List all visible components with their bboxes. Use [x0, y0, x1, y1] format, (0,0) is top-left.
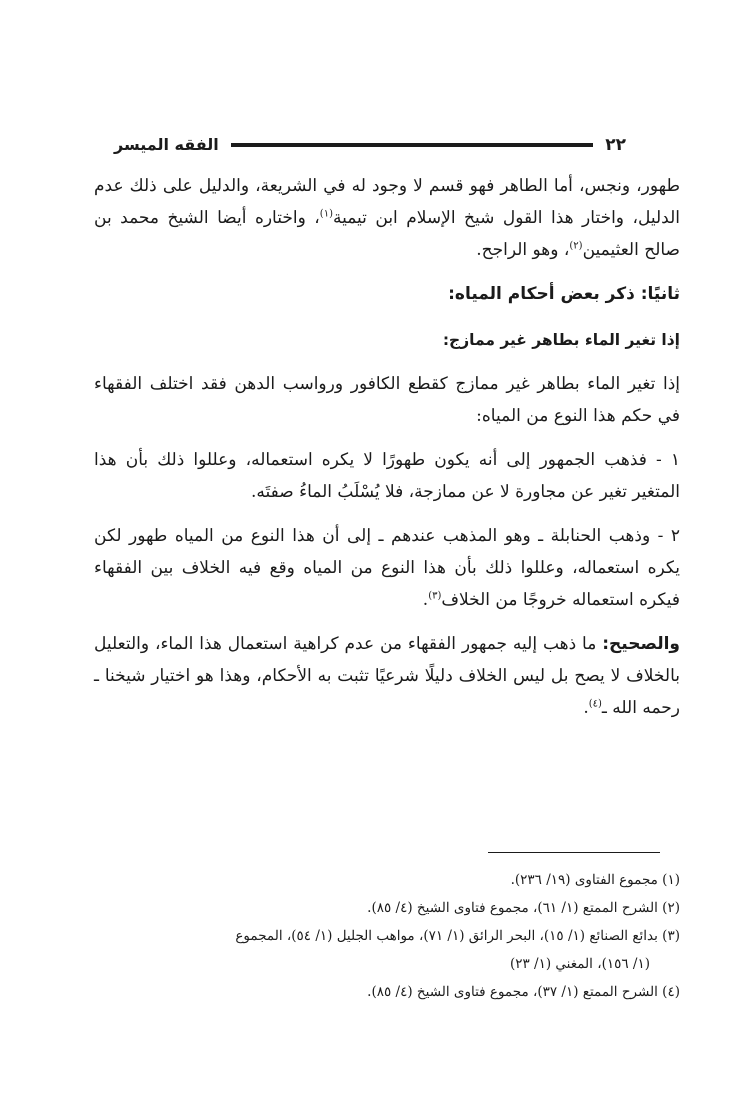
footnote-ref-3[interactable]: (٣)	[428, 590, 442, 602]
paragraph-text: ٢ - وذهب الحنابلة ـ وهو المذهب عندهم ـ إلى أن هذا النوع من المياه طهور لكن يكره استعماله، وعللوا ذلك بأن هذا النوع من المياه وقع فيه الخلاف بين الفقهاء فيكره استعماله خروجًا من الخلاف	[94, 526, 680, 610]
page-body	[94, 170, 680, 724]
book-title: الفقه الميسر	[114, 135, 219, 154]
subsection-heading: إذا تغير الماء بطاهر غير ممازج:	[442, 331, 680, 349]
paragraph-opening	[94, 170, 680, 266]
paragraph-text: .	[422, 590, 429, 610]
footnote-3: (٣) بدائع الصنائع (١/ ١٥)، البحر الرائق (١/ ٧١)، مواهب الجليل (١/ ٥٤)، المجموع	[235, 928, 680, 944]
header-rule	[231, 143, 593, 147]
footnote-divider	[488, 852, 660, 853]
paragraph-text: ، وهو الراجح.	[476, 240, 570, 260]
paragraph-text: ، واختاره أيضا الشيخ محمد بن صالح العثيمين	[94, 208, 680, 260]
running-header	[114, 132, 626, 158]
section-heading: ثانيًا: ذكر بعض أحكام المياه:	[448, 284, 680, 304]
paragraph-text: .	[583, 698, 589, 718]
footnote-2: (٢) الشرح الممتع (١/ ٦١)، مجموع فتاوى الشيخ (٤/ ٨٥).	[367, 900, 680, 916]
paragraph-intro: إذا تغير الماء بطاهر غير ممازج كقطع الكافور ورواسب الدهن فقد اختلف الفقهاء في حكم هذا النوع من المياه:	[94, 374, 680, 426]
footnotes	[94, 866, 680, 1006]
footnote-ref-1[interactable]: (١)	[319, 208, 333, 220]
paragraph-opinion-1: ١ - فذهب الجمهور إلى أنه يكون طهورًا لا يكره استعماله، وعللوا ذلك بأن هذا المتغير تغير عن مجاورة لا عن ممازجة، فلا يُسْلَبُ الماءُ صفتَه.	[94, 450, 680, 502]
footnote-3-continued: (١/ ١٥٦)، المغني (١/ ٢٣)	[509, 956, 650, 972]
footnote-ref-2[interactable]: (٢)	[569, 240, 583, 252]
conclusion-label: والصحيح:	[602, 634, 680, 654]
paragraph-text: ما ذهب إليه جمهور الفقهاء من عدم كراهية استعمال هذا الماء، والتعليل بالخلاف لا يصح بل ليس الخلاف دليلًا شرعيًا تثبت به الأحكام، وهذا هو اختيار شيخنا ـ رحمه الله ـ	[94, 634, 680, 718]
footnote-4: (٤) الشرح الممتع (١/ ٣٧)، مجموع فتاوى الشيخ (٤/ ٨٥).	[367, 984, 680, 1000]
paragraph-text: طهور، ونجس، أما الطاهر فهو قسم لا وجود له في الشريعة، والدليل على ذلك عدم الدليل، واختار هذا القول شيخ الإسلام ابن تيمية	[94, 176, 680, 228]
paragraph-opinion-2	[94, 520, 680, 616]
paragraph-conclusion	[94, 628, 680, 724]
footnote-1: (١) مجموع الفتاوى (١٩/ ٢٣٦).	[510, 872, 680, 888]
footnote-ref-4[interactable]: (٤)	[588, 698, 602, 710]
page-number: ٢٢	[605, 134, 626, 155]
